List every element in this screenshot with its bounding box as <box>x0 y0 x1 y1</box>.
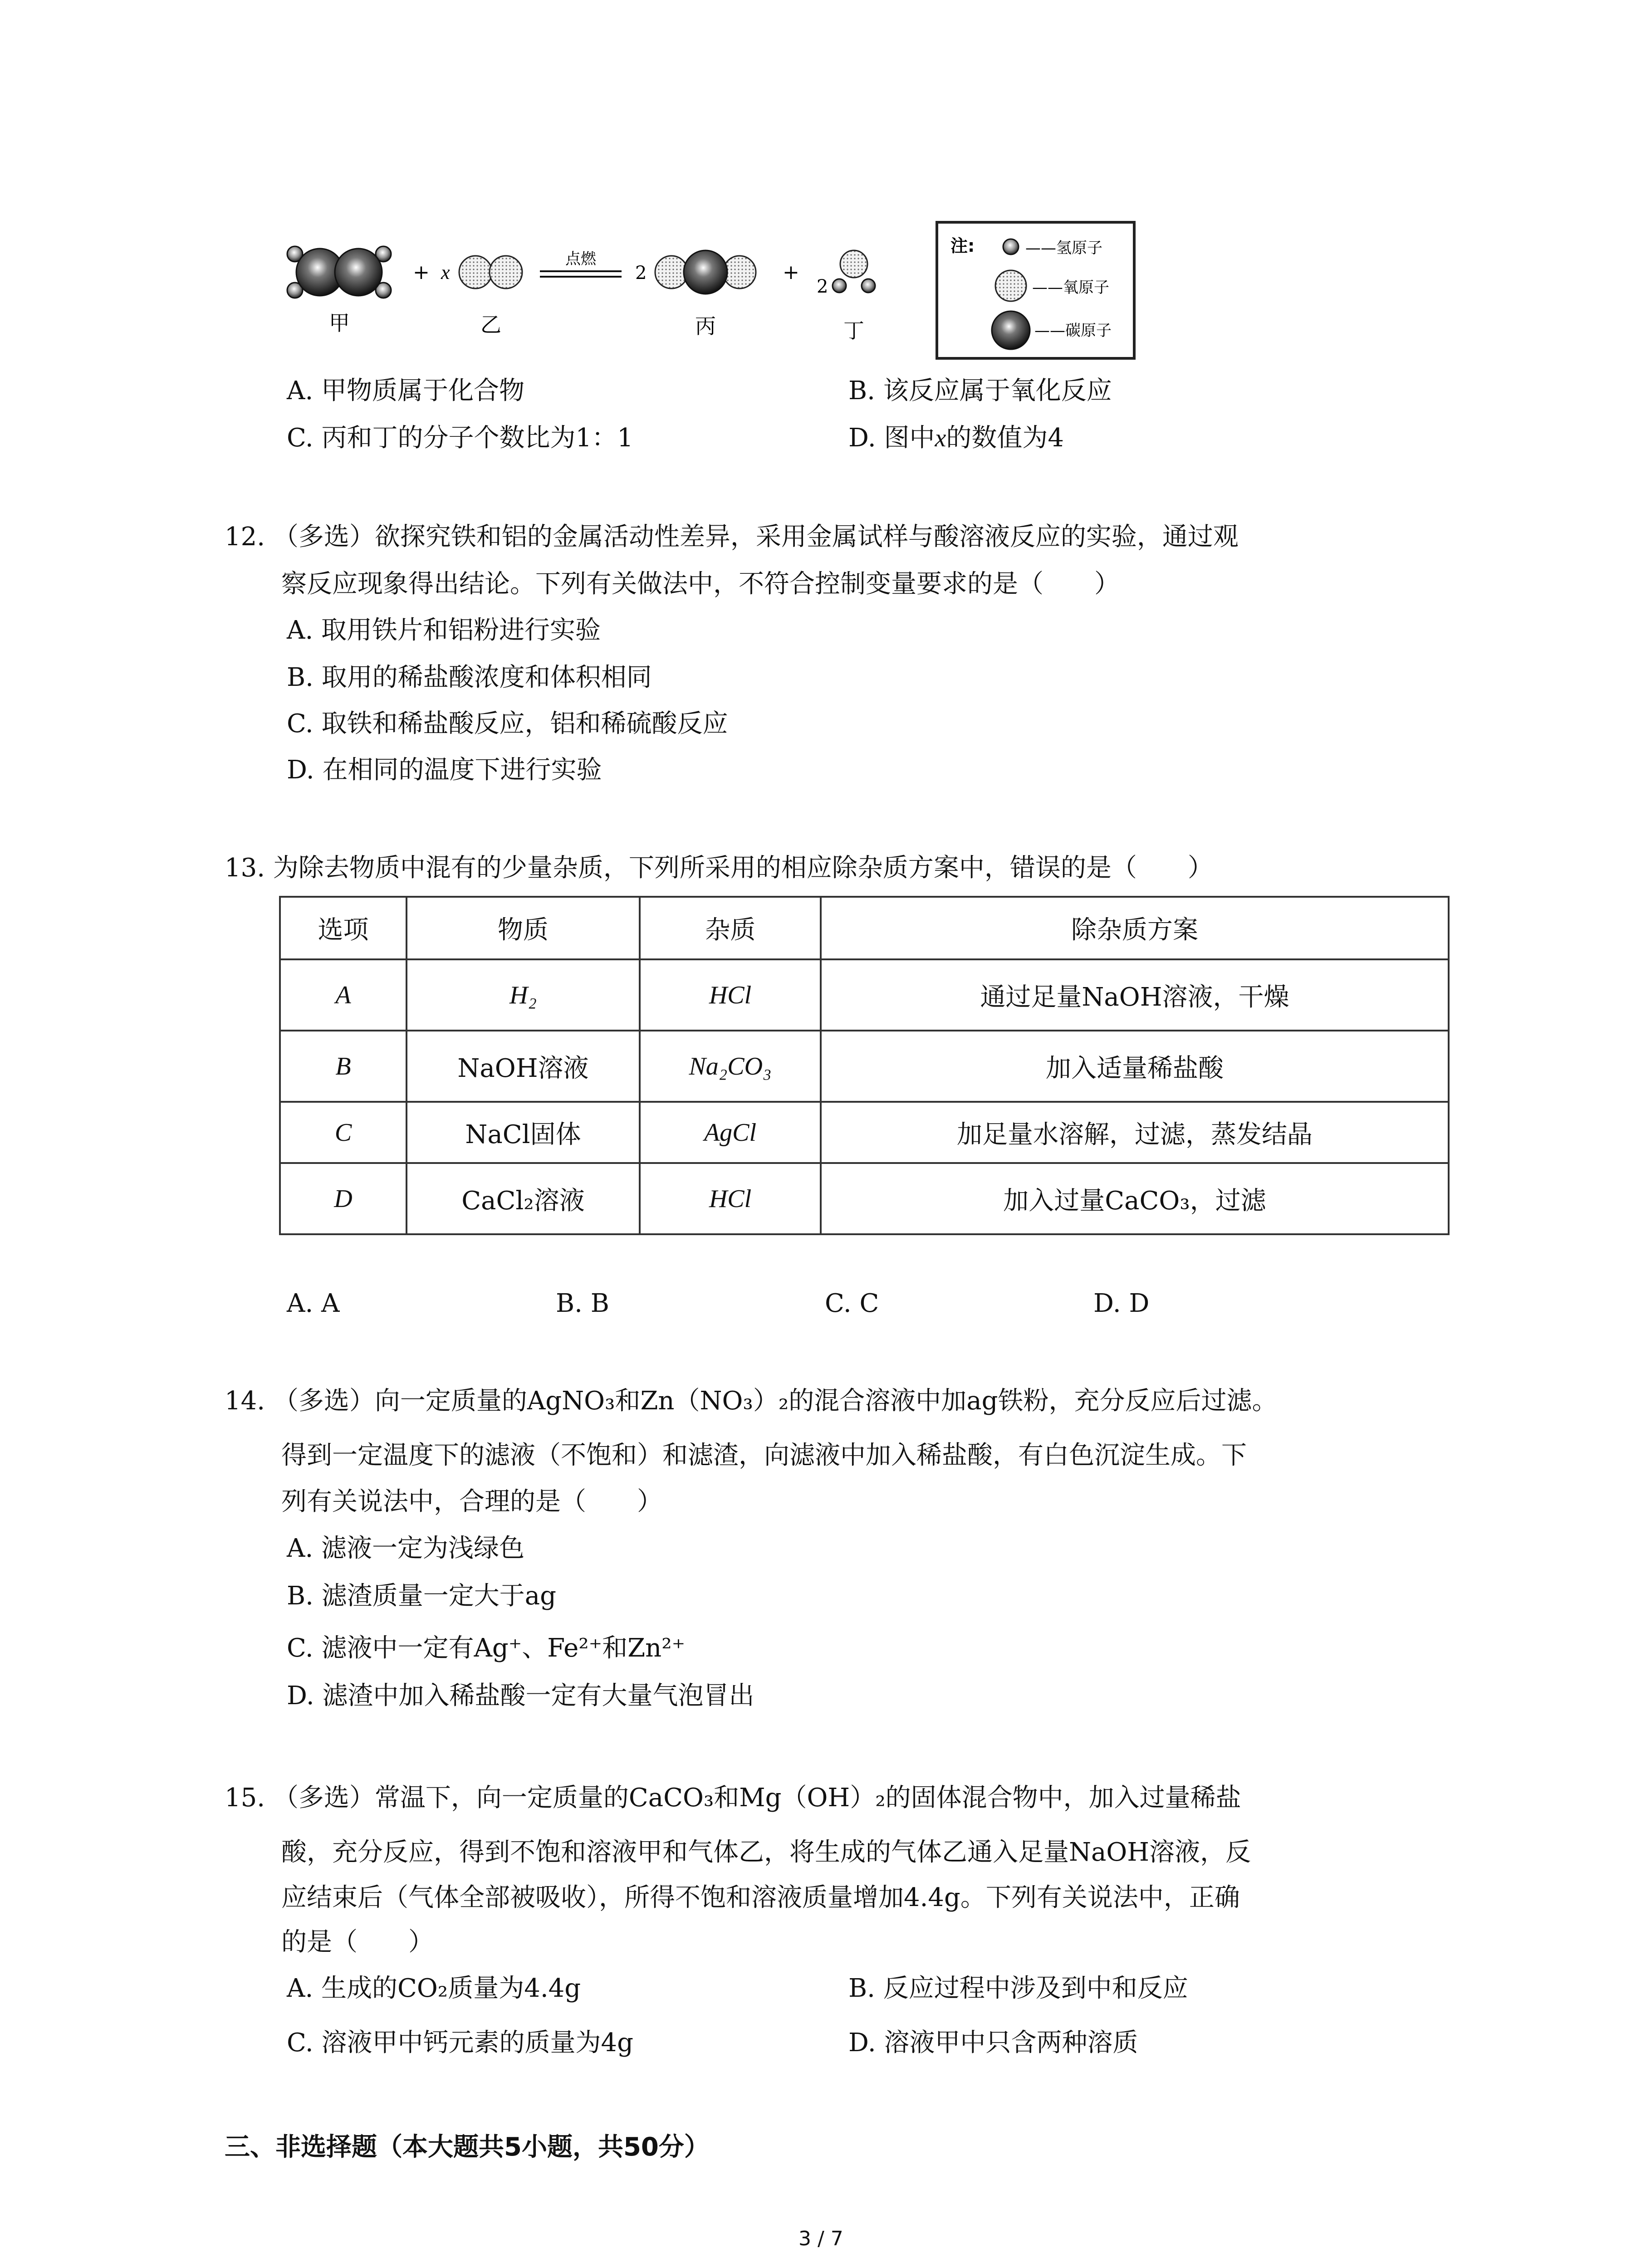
label-jia: 甲 <box>329 311 350 335</box>
table-row <box>280 1031 1449 1102</box>
q11-option-a: A. 甲物质属于化合物 <box>287 376 525 406</box>
coef-x: x <box>441 261 450 284</box>
plus-sign: + <box>783 261 799 284</box>
legend-carbon: ——碳原子 <box>1034 322 1112 340</box>
q15-option-a: A. 生成的CO₂质量为4.4g <box>287 1974 581 2003</box>
oxygen-atom-icon <box>995 270 1026 301</box>
q15-option-c: C. 溶液甲中钙元素的质量为4g <box>287 2028 633 2058</box>
q15-option-b: B. 反应过程中涉及到中和反应 <box>848 1974 1188 2003</box>
row-d-plan: 加入过量CaCO₃，过滤 <box>821 1163 1449 1234</box>
q12-option-c: C. 取铁和稀盐酸反应，铝和稀硫酸反应 <box>287 709 728 738</box>
row-b-impurity: Na₂CO₃ <box>640 1031 821 1102</box>
row-d-substance: CaCl₂溶液 <box>407 1163 640 1234</box>
q12-option-b: B. 取用的稀盐酸浓度和体积相同 <box>287 663 652 692</box>
q15-stem-line3: 应结束后（气体全部被吸收），所得不饱和溶液质量增加4.4g。下列有关说法中，正确 <box>281 1883 1240 1912</box>
label-ding: 丁 <box>843 318 864 343</box>
carbon-atom-icon <box>992 311 1030 349</box>
coef-bing: 2 <box>635 263 647 284</box>
reaction-diagram <box>272 213 1180 367</box>
table-row <box>280 1102 1449 1163</box>
table-row <box>280 959 1449 1031</box>
q14-option-d: D. 滤渣中加入稀盐酸一定有大量气泡冒出 <box>287 1681 754 1711</box>
row-a-plan: 通过足量NaOH溶液，干燥 <box>821 959 1449 1031</box>
label-bing: 丙 <box>695 314 716 338</box>
legend-oxygen: ——氧原子 <box>1032 279 1109 297</box>
q12-stem-line1: 12. （多选）欲探究铁和铝的金属活动性差异，采用金属试样与酸溶液反应的实验，通过观 <box>225 522 1239 552</box>
q12-option-d: D. 在相同的温度下进行实验 <box>287 755 602 785</box>
hydrogen-atom-icon <box>1003 239 1019 254</box>
q15-stem-line1: 15. （多选）常温下，向一定质量的CaCO₃和Mg（OH）₂的固体混合物中，加入过量稀盐 <box>225 1783 1241 1813</box>
row-c-option: C <box>280 1102 407 1163</box>
row-c-substance: NaCl固体 <box>407 1102 640 1163</box>
header-option: 选项 <box>280 897 407 959</box>
q14-option-a: A. 滤液一定为浅绿色 <box>287 1534 525 1563</box>
q11-option-b: B. 该反应属于氧化反应 <box>848 376 1112 406</box>
q13-answer-a: A. A <box>287 1289 340 1318</box>
row-d-option: D <box>280 1163 407 1234</box>
table-header-row <box>280 897 1449 959</box>
q11-option-d-post: 的数值为4 <box>946 423 1064 453</box>
legend-hydrogen: ——氢原子 <box>1025 239 1102 257</box>
q11-option-d-pre: D. 图中 <box>848 423 935 453</box>
legend-box <box>937 222 1134 358</box>
q12-stem-line2: 察反应现象得出结论。下列有关做法中，不符合控制变量要求的是（ ） <box>281 569 1120 599</box>
q15-stem-line4: 的是（ ） <box>281 1927 434 1957</box>
plus-sign: + <box>413 261 430 284</box>
q15-option-d: D. 溶液甲中只含两种溶质 <box>848 2028 1138 2058</box>
q15-stem-line2: 酸，充分反应，得到不饱和溶液甲和气体乙，将生成的气体乙通入足量NaOH溶液，反 <box>281 1838 1251 1867</box>
label-yi: 乙 <box>480 313 501 337</box>
section-heading: 三、非选择题（本大题共5小题，共50分） <box>225 2132 710 2162</box>
q14-option-c: C. 滤液中一定有Ag⁺、Fe²⁺和Zn²⁺ <box>287 1633 686 1663</box>
molecule-bing <box>655 250 756 294</box>
header-substance: 物质 <box>407 897 640 959</box>
row-b-substance: NaOH溶液 <box>407 1031 640 1102</box>
q11-option-d <box>848 423 1064 454</box>
coef-ding: 2 <box>817 276 828 297</box>
header-impurity: 杂质 <box>640 897 821 959</box>
q13-answer-d: D. D <box>1093 1289 1150 1318</box>
q13-stem: 13. 为除去物质中混有的少量杂质，下列所采用的相应除杂质方案中，错误的是（ ） <box>225 853 1213 883</box>
row-a-impurity: HCl <box>640 959 821 1031</box>
q11-option-d-var: x <box>935 424 946 452</box>
header-plan: 除杂质方案 <box>821 897 1449 959</box>
row-c-impurity: AgCl <box>640 1102 821 1163</box>
table-row <box>280 1163 1449 1234</box>
q11-option-c: C. 丙和丁的分子个数比为1：1 <box>287 423 633 453</box>
row-b-plan: 加入适量稀盐酸 <box>821 1031 1449 1102</box>
q14-stem-line1: 14. （多选）向一定质量的AgNO₃和Zn（NO₃）₂的混合溶液中加ag铁粉，充分反应后过滤。 <box>225 1386 1278 1416</box>
molecule-jia <box>287 246 391 298</box>
q13-table <box>279 896 1450 1235</box>
row-b-option: B <box>280 1031 407 1102</box>
q14-option-b: B. 滤渣质量一定大于ag <box>287 1581 556 1611</box>
q14-stem-line2: 得到一定温度下的滤液（不饱和）和滤渣，向滤液中加入稀盐酸，有白色沉淀生成。下 <box>281 1441 1247 1470</box>
row-a-option: A <box>280 959 407 1031</box>
q14-stem-line3: 列有关说法中，合理的是（ ） <box>281 1487 662 1516</box>
q13-answer-c: C. C <box>825 1289 879 1318</box>
row-a-substance: H₂ <box>407 959 640 1031</box>
row-d-impurity: HCl <box>640 1163 821 1234</box>
reaction-condition: 点燃 <box>565 250 596 268</box>
legend-title: 注: <box>950 236 975 256</box>
row-c-plan: 加足量水溶解，过滤，蒸发结晶 <box>821 1102 1449 1163</box>
q12-option-a: A. 取用铁片和铝粉进行实验 <box>287 616 601 645</box>
page-number: 3 / 7 <box>798 2227 843 2250</box>
q13-answer-b: B. B <box>556 1289 609 1318</box>
molecule-ding <box>833 250 875 293</box>
molecule-yi <box>459 256 522 288</box>
